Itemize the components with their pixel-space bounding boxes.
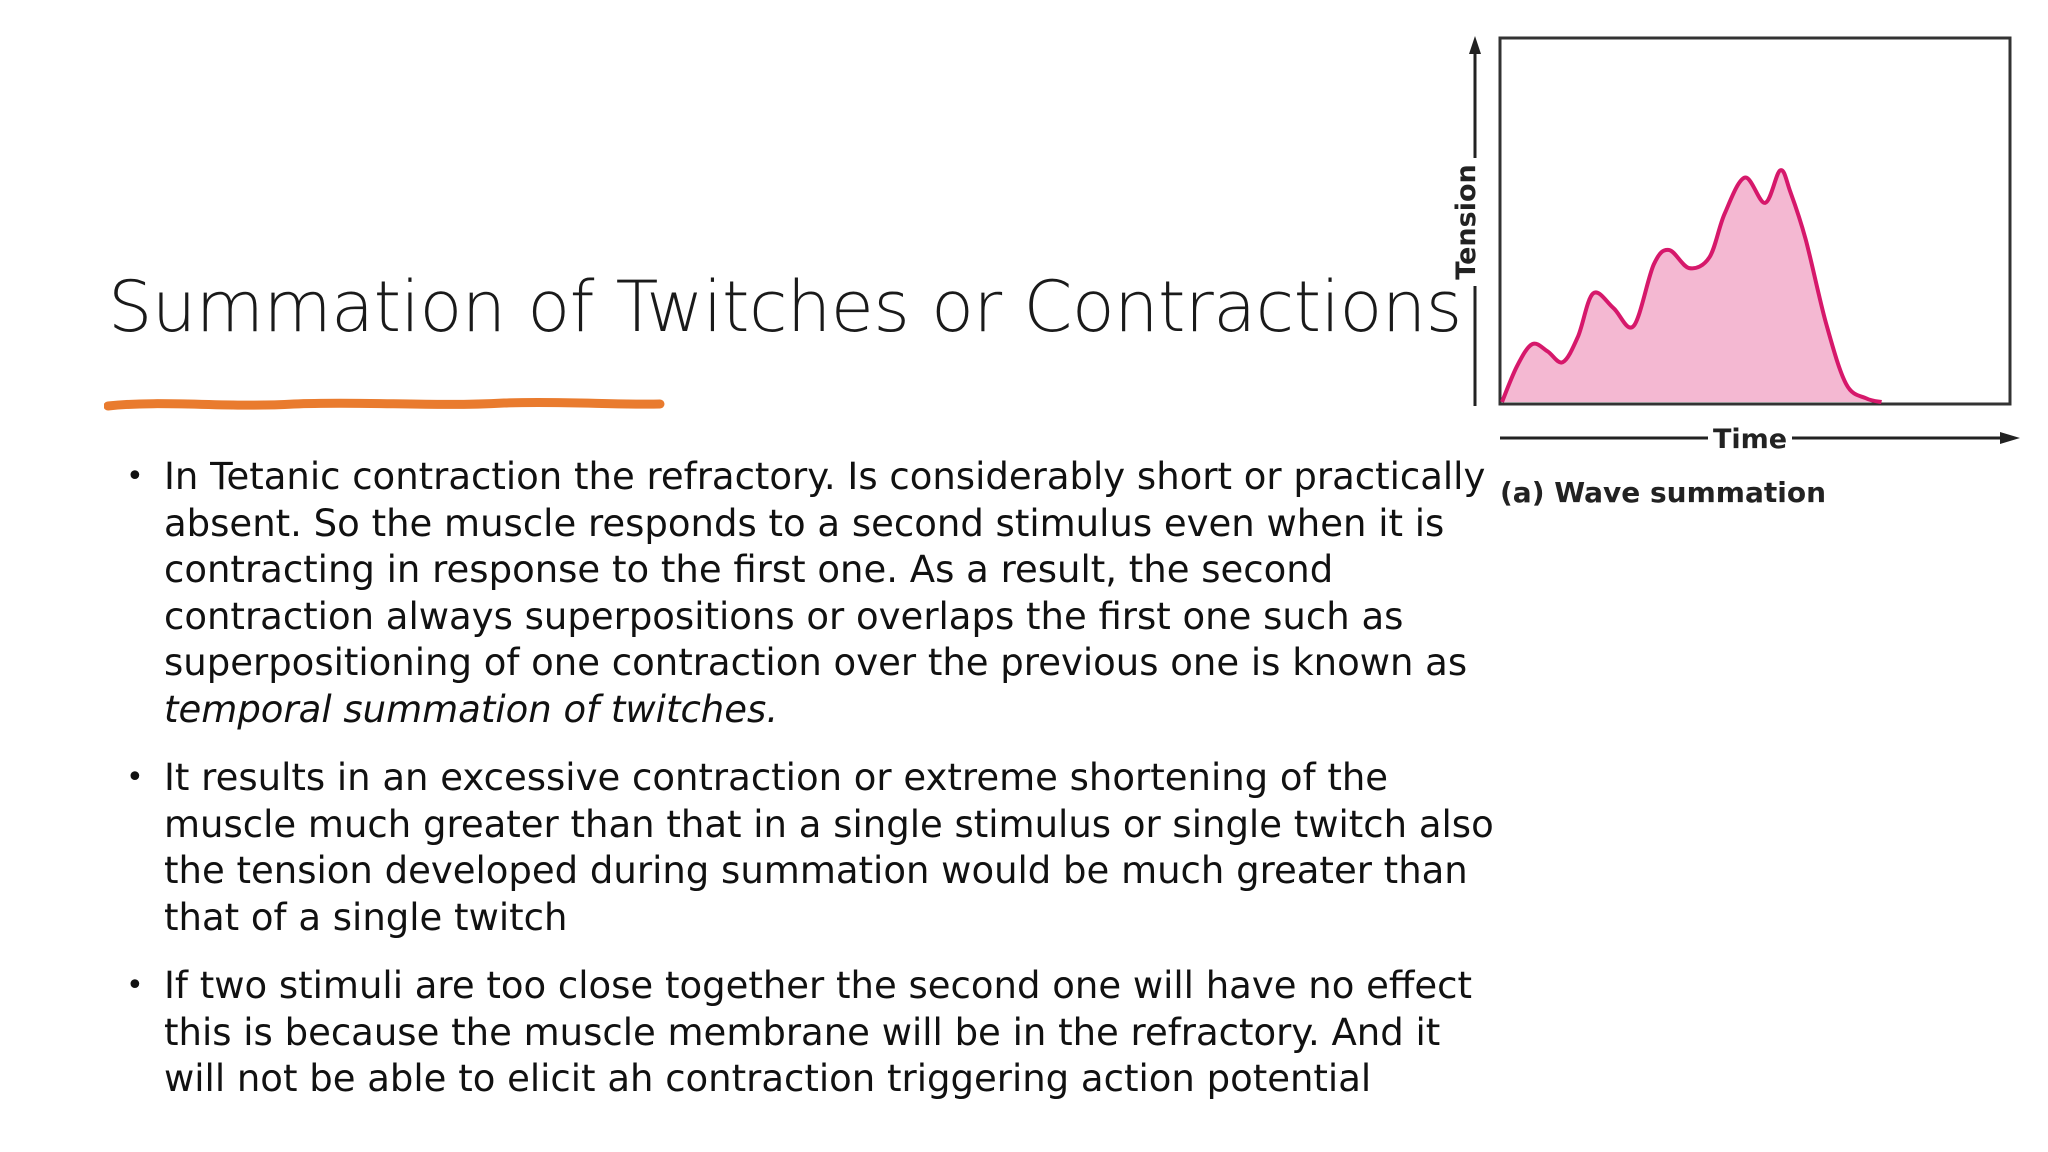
- bullet-item-2: [120, 755, 1500, 941]
- x-axis-label: Time: [1712, 424, 1788, 455]
- bullet-text: If two stimuli are too close together the second one will have no effect this is because the muscle membrane will be in the refractory. And it will not be able to elicit ah contraction triggering action potential: [164, 964, 1472, 1100]
- bullet-text: [164, 455, 1485, 731]
- x-axis-arrowhead: [2000, 432, 2020, 444]
- bullet-suffix: .: [766, 687, 779, 731]
- bullet-item-3: [120, 963, 1500, 1103]
- figure-caption: (a) Wave summation: [1500, 476, 1827, 509]
- bullet-text: It results in an excessive contraction or extreme shortening of the muscle much greater than that in a single stimulus or single twitch also the tension developed during summation would be much greater than that of a single twitch: [164, 756, 1494, 939]
- slide-title: Summation of Twitches or Contractions: [108, 266, 1462, 348]
- wave-summation-chart: [1440, 28, 2030, 528]
- wave-summation-figure: [1440, 28, 2030, 528]
- bullet-marker: •: [126, 760, 144, 795]
- y-axis-label: Tension: [1451, 164, 1482, 280]
- bullet-marker: •: [126, 459, 144, 494]
- title-underline-stroke: [104, 392, 666, 416]
- bullet-emphasis: temporal summation of twitches: [164, 687, 767, 731]
- bullet-marker: •: [126, 968, 144, 1003]
- y-axis-arrowhead: [1469, 36, 1481, 54]
- bullet-list: [120, 454, 1500, 1125]
- bullet-body: In Tetanic contraction the refractory. Is considerably short or practically absent. So the muscle responds to a second stimulus even when it is contracting in response to the first one. As a result, the second contraction always superpositions or overlaps the first one such as superpositioning of one contraction over the previous one is known as: [164, 455, 1486, 684]
- bullet-item-1: [120, 454, 1500, 733]
